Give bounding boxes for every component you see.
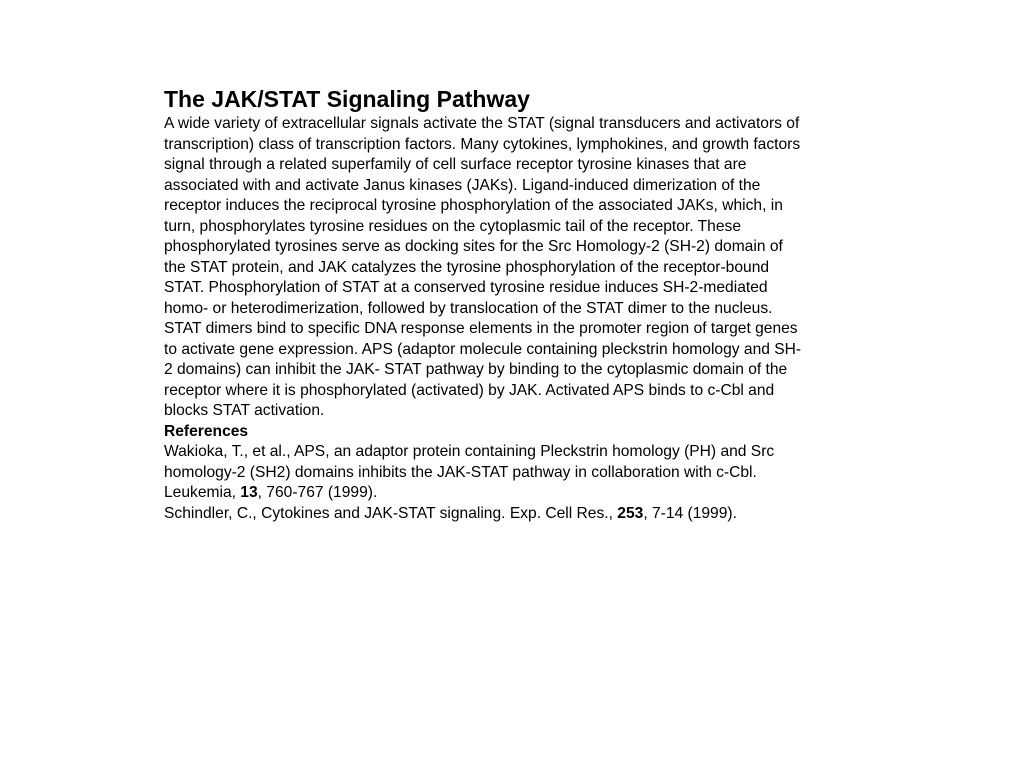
- body-line: A wide variety of extracellular signals activate the STAT (signal transducers and activators of: [164, 115, 800, 132]
- reference-line: Wakioka, T., et al., APS, an adaptor protein containing Pleckstrin homology (PH) and Src: [164, 443, 775, 460]
- body-paragraph: [164, 114, 864, 422]
- references-heading: References: [164, 422, 249, 440]
- body-line: STAT dimers bind to specific DNA response elements in the promoter region of target genes: [164, 320, 798, 337]
- body-line: transcription) class of transcription factors. Many cytokines, lymphokines, and growth factors: [164, 135, 801, 153]
- slide-content: [164, 84, 864, 524]
- body-line: the STAT protein, and JAK catalyzes the tyrosine phosphorylation of the receptor-bound: [164, 258, 770, 276]
- reference-volume: 13: [240, 484, 258, 501]
- reference-schindler: [164, 504, 864, 525]
- reference-line: homology-2 (SH2) domains inhibits the JAK-STAT pathway in collaboration with c-Cbl.: [164, 463, 757, 481]
- reference-citation: Schindler, C., Cytokines and JAK-STAT signaling. Exp. Cell Res.,: [164, 504, 618, 522]
- page-title: The JAK/STAT Signaling Pathway: [164, 86, 530, 112]
- body-line: associated with and activate Janus kinases (JAKs). Ligand-induced dimerization of the: [164, 176, 761, 194]
- body-line: 2 domains) can inhibit the JAK- STAT pathway by binding to the cytoplasmic domain of the: [164, 361, 788, 378]
- body-line: blocks STAT activation.: [164, 402, 325, 419]
- body-line: to activate gene expression. APS (adaptor molecule containing pleckstrin homology and SH-: [164, 340, 802, 358]
- reference-wakioka: [164, 442, 864, 504]
- body-line: phosphorylated tyrosines serve as docking sites for the Src Homology-2 (SH-2) domain of: [164, 238, 783, 255]
- body-line: receptor where it is phosphorylated (activated) by JAK. Activated APS binds to c-Cbl and: [164, 381, 775, 399]
- body-line: receptor induces the reciprocal tyrosine phosphorylation of the associated JAKs, which, in: [164, 197, 783, 214]
- reference-journal: Leukemia,: [164, 484, 241, 501]
- body-line: STAT. Phosphorylation of STAT at a conserved tyrosine residue induces SH-2-mediated: [164, 279, 768, 296]
- body-line: signal through a related superfamily of cell surface receptor tyrosine kinases that are: [164, 156, 747, 173]
- reference-line: [164, 504, 864, 525]
- reference-volume: 253: [617, 504, 644, 522]
- reference-pages: , 7-14 (1999).: [643, 504, 737, 522]
- reference-pages: , 760-767 (1999).: [257, 484, 378, 501]
- body-line: homo- or heterodimerization, followed by translocation of the STAT dimer to the nucleus.: [164, 299, 773, 317]
- reference-line: [164, 483, 864, 504]
- body-line: turn, phosphorylates tyrosine residues on the cytoplasmic tail of the receptor. These: [164, 217, 741, 235]
